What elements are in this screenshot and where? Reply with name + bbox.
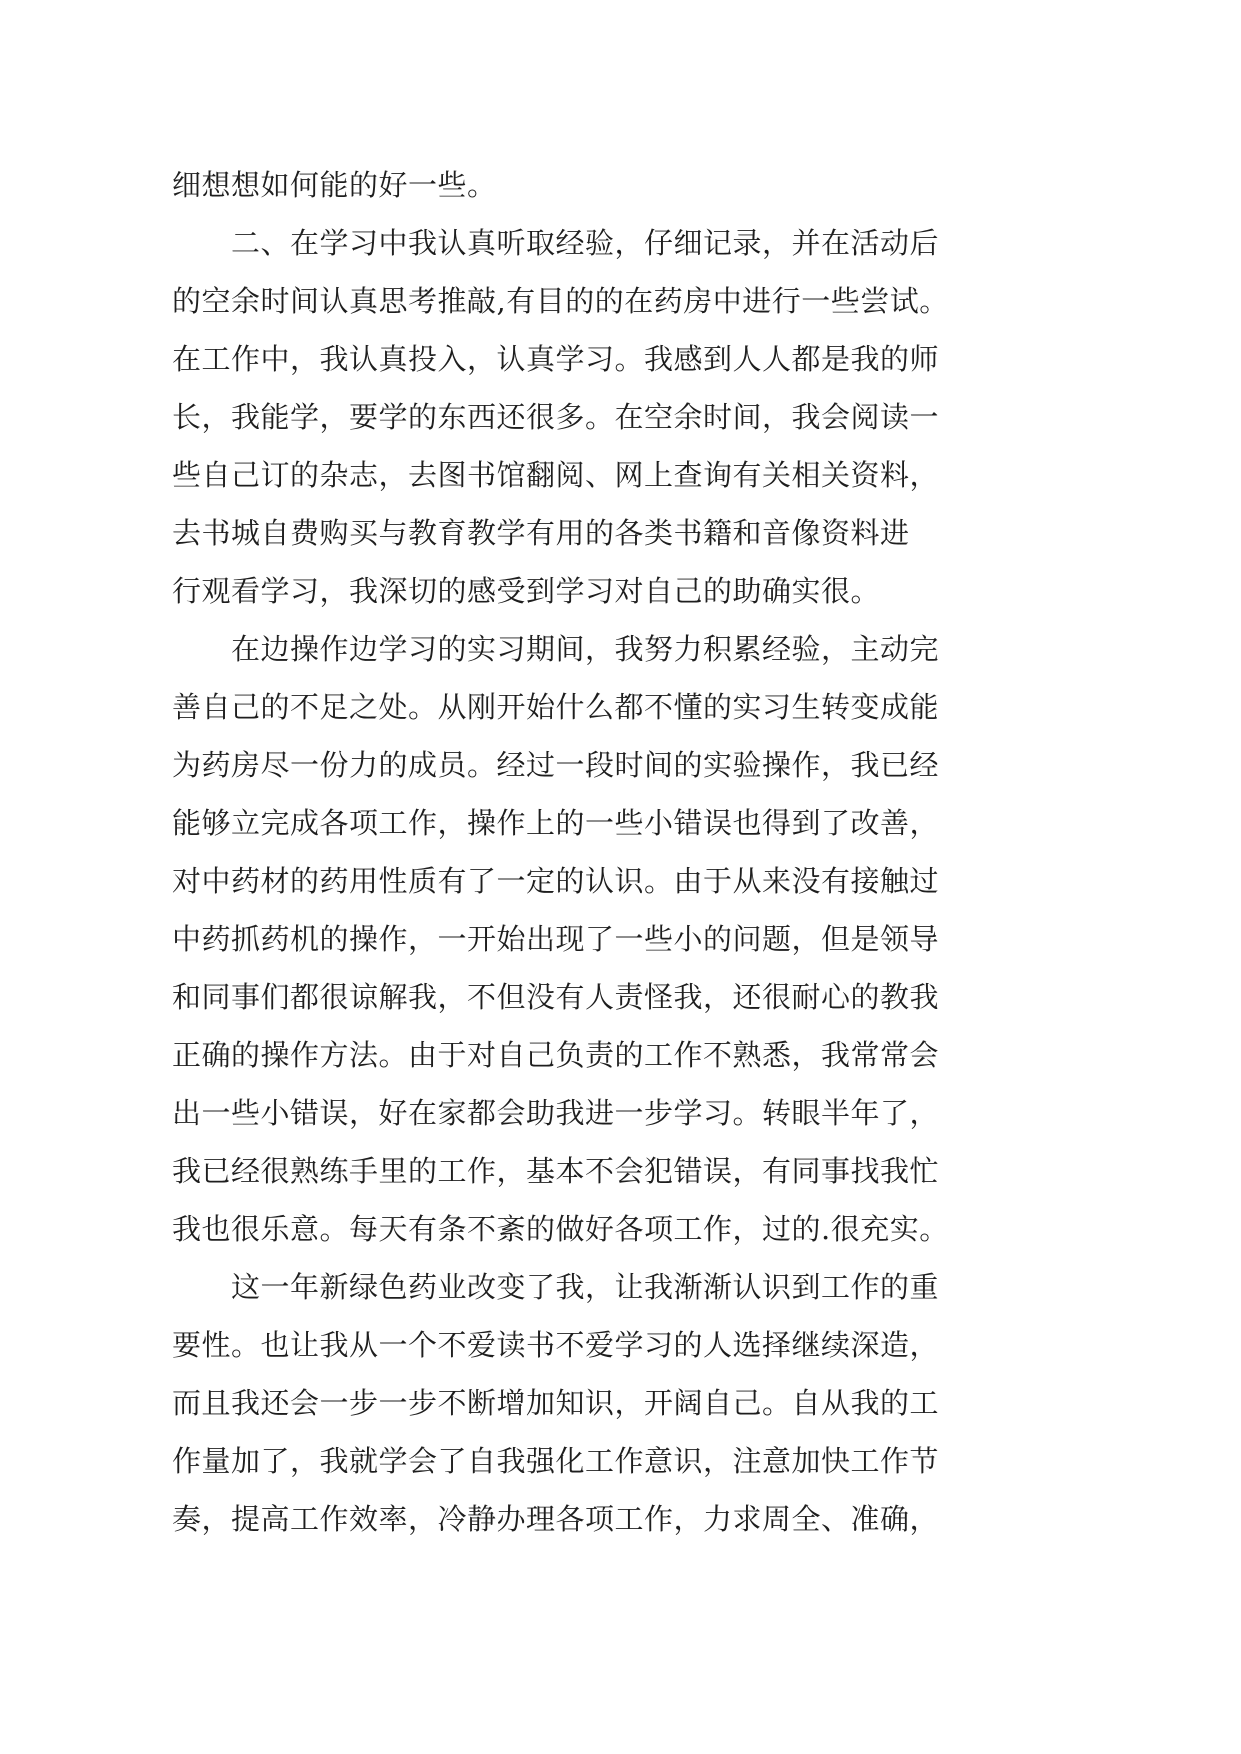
body-text bbox=[172, 156, 1032, 1548]
text-line: 我也很乐意。每天有条不紊的做好各项工作，过的.很充实。 bbox=[172, 1212, 949, 1246]
text-line: 中药抓药机的操作，一开始出现了一些小的问题，但是领导 bbox=[172, 922, 940, 956]
text-line: 能够立完成各项工作，操作上的一些小错误也得到了改善， bbox=[172, 806, 940, 840]
text-line: 作量加了，我就学会了自我强化工作意识，注意加快工作节 bbox=[172, 1444, 940, 1478]
text-line: 的空余时间认真思考推敲,有目的的在药房中进行一些尝试。 bbox=[172, 284, 949, 318]
text-line: 这一年新绿色药业改变了我，让我渐渐认识到工作的重 bbox=[231, 1270, 940, 1304]
text-line: 行观看学习，我深切的感受到学习对自己的助确实很。 bbox=[172, 574, 881, 608]
text-line: 我已经很熟练手里的工作，基本不会犯错误，有同事找我忙 bbox=[172, 1154, 940, 1188]
text-line: 长，我能学，要学的东西还很多。在空余时间，我会阅读一 bbox=[172, 400, 940, 434]
paragraph-learning bbox=[172, 214, 1032, 620]
paragraph-reflection bbox=[172, 1258, 1032, 1548]
text-line: 奏，提高工作效率，冷静办理各项工作，力求周全、准确， bbox=[172, 1502, 940, 1536]
text-line: 在工作中，我认真投入，认真学习。我感到人人都是我的师 bbox=[172, 342, 940, 376]
paragraph-internship bbox=[172, 620, 1032, 1258]
text-line: 正确的操作方法。由于对自己负责的工作不熟悉，我常常会 bbox=[172, 1038, 940, 1072]
text-line: 在边操作边学习的实习期间，我努力积累经验，主动完 bbox=[231, 632, 940, 666]
text-line: 对中药材的药用性质有了一定的认识。由于从来没有接触过 bbox=[172, 864, 940, 898]
text-line: 为药房尽一份力的成员。经过一段时间的实验操作，我已经 bbox=[172, 748, 940, 782]
text-line: 要性。也让我从一个不爱读书不爱学习的人选择继续深造， bbox=[172, 1328, 940, 1362]
text-line: 二、在学习中我认真听取经验，仔细记录，并在活动后 bbox=[231, 226, 940, 260]
paragraph-continuation bbox=[172, 156, 1032, 214]
text-line: 去书城自费购买与教育教学有用的各类书籍和音像资料进 bbox=[172, 516, 910, 550]
text-line: 出一些小错误，好在家都会助我进一步学习。转眼半年了， bbox=[172, 1096, 940, 1130]
text-line: 些自己订的杂志，去图书馆翻阅、网上查询有关相关资料， bbox=[172, 458, 940, 492]
text-line: 细想想如何能的好一些。 bbox=[172, 168, 497, 202]
text-line: 而且我还会一步一步不断增加知识，开阔自己。自从我的工 bbox=[172, 1386, 940, 1420]
text-line: 和同事们都很谅解我，不但没有人责怪我，还很耐心的教我 bbox=[172, 980, 940, 1014]
text-line: 善自己的不足之处。从刚开始什么都不懂的实习生转变成能 bbox=[172, 690, 940, 724]
